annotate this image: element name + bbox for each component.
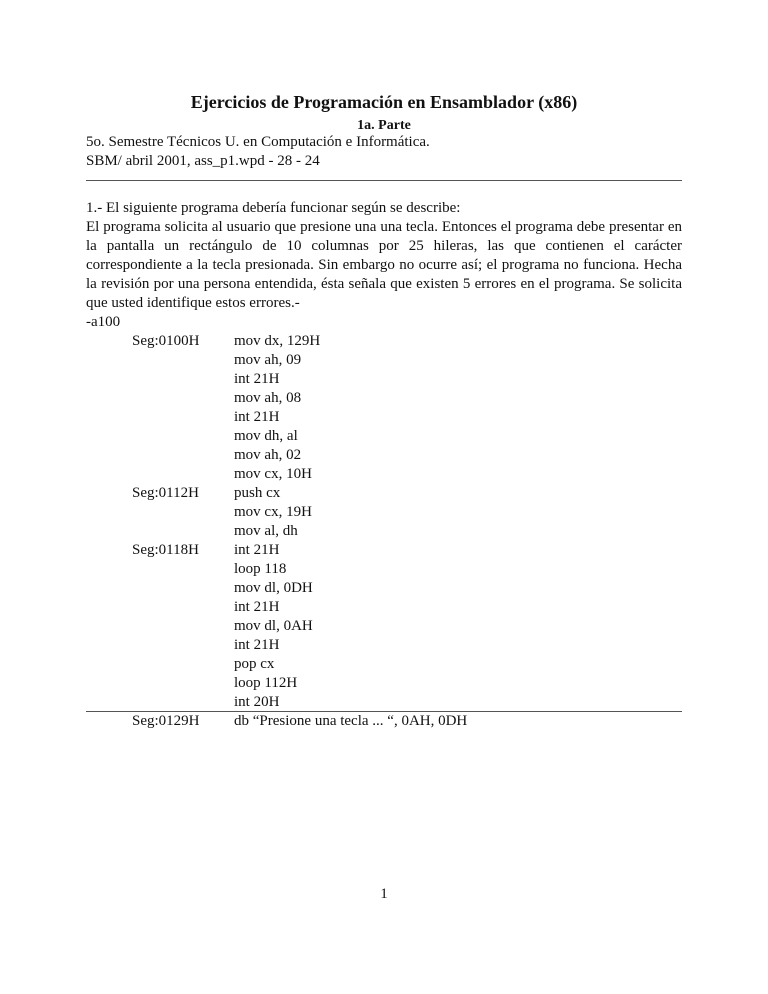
code-line: [0, 503, 768, 522]
code-address-label: Seg:0112H: [132, 485, 199, 501]
code-line: [0, 579, 768, 598]
question-heading: 1.- El siguiente programa debería funcionar según se describe:: [86, 200, 461, 216]
code-line: [0, 465, 768, 484]
code-line: [0, 598, 768, 617]
code-line: [0, 674, 768, 693]
code-instruction: int 20H: [234, 694, 280, 710]
code-instruction: pop cx: [234, 656, 275, 672]
code-line: [0, 541, 768, 560]
code-instruction: mov dl, 0DH: [234, 580, 313, 596]
code-line: [0, 560, 768, 579]
document-title: Ejercicios de Programación en Ensamblador (x86): [190, 92, 578, 112]
code-instruction: int 21H: [234, 371, 280, 387]
code-line: [0, 655, 768, 674]
code-line: [0, 522, 768, 541]
debug-command: -a100: [86, 314, 121, 330]
code-line: [0, 484, 768, 503]
code-line: [0, 351, 768, 370]
code-line: [0, 408, 768, 427]
code-line: [0, 712, 768, 731]
code-line: [0, 636, 768, 655]
code-address-label: Seg:0100H: [132, 333, 200, 349]
code-address-label: Seg:0129H: [132, 713, 200, 729]
code-instruction: mov dh, al: [234, 428, 298, 444]
code-instruction: db “Presione una tecla ... “, 0AH, 0DH: [234, 713, 468, 729]
code-instruction: mov cx, 10H: [234, 466, 312, 482]
code-instruction: mov dl, 0AH: [234, 618, 313, 634]
code-instruction: mov al, dh: [234, 523, 298, 539]
code-line: [0, 446, 768, 465]
document-subtitle: 1a. Parte: [357, 118, 411, 133]
code-listing: [0, 332, 768, 731]
code-instruction: int 21H: [234, 637, 280, 653]
reference-line: SBM/ abril 2001, ass_p1.wpd - 28 - 24: [86, 153, 320, 169]
bottom-divider: [86, 711, 682, 712]
code-instruction: mov ah, 02: [234, 447, 302, 463]
code-instruction: mov ah, 09: [234, 352, 302, 368]
code-line: [0, 389, 768, 408]
code-line: [0, 693, 768, 712]
top-divider: [86, 180, 682, 181]
code-instruction: int 21H: [234, 409, 280, 425]
code-instruction: mov dx, 129H: [234, 333, 321, 349]
code-instruction: int 21H: [234, 542, 280, 558]
code-line: [0, 332, 768, 351]
page-number: 1: [380, 886, 388, 902]
code-line: [0, 427, 768, 446]
course-line: 5o. Semestre Técnicos U. en Computación e Informática.: [86, 134, 430, 150]
code-instruction: loop 118: [234, 561, 287, 577]
code-instruction: loop 112H: [234, 675, 298, 691]
code-instruction: mov cx, 19H: [234, 504, 312, 520]
code-instruction: mov ah, 08: [234, 390, 302, 406]
code-line: [0, 617, 768, 636]
code-instruction: push cx: [234, 485, 281, 501]
code-address-label: Seg:0118H: [132, 542, 199, 558]
code-instruction: int 21H: [234, 599, 280, 615]
code-line: [0, 370, 768, 389]
question-body: El programa solicita al usuario que presione una una tecla. Entonces el programa debe presentar en la pantalla un rectángulo de 10 columnas por 25 hileras, las que contienen el carácter correspondiente a la tecla presionada. Sin embargo no ocurre así; el programa no funciona. Hecha la revisión por una persona entendida, ésta señala que existen 5 errores en el programa. Se solicita que usted identifique estos errores.-: [86, 219, 682, 311]
